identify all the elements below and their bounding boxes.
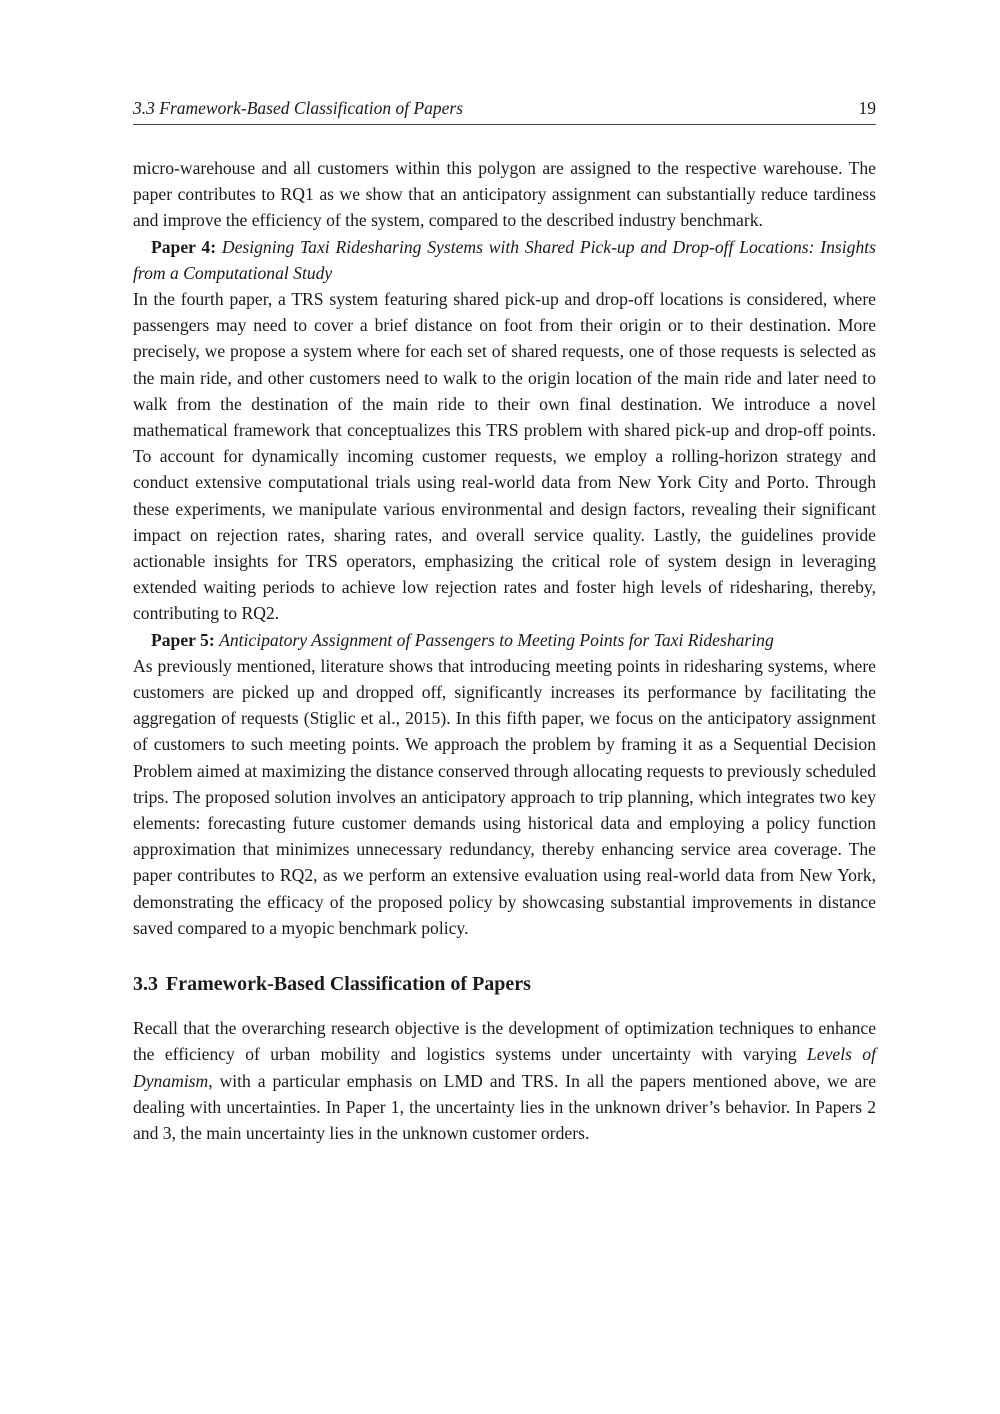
section-paragraph-part-2: , with a particular emphasis on LMD and TRS. In all the papers mentioned above, we are dealing with uncertainties. In Paper 1, the uncertainty lies in the unknown driver’s behavior. In Papers 2 and 3, the main uncertainty lies in the unknown customer orders. — [133, 1070, 876, 1143]
paper-5-summary: As previously mentioned, literature shows that introducing meeting points in ridesharing systems, where customers are picked up and dropped off, significantly increases its performance by facilitating the aggregation of requests (Stiglic et al., 2015). In this fifth paper, we focus on the anticipatory assignment of customers to such meeting points. We approach the problem by framing it as a Sequential Decision Problem aimed at maximizing the distance conserved through allocating requests to previously scheduled trips. The proposed solution involves an anticipatory approach to trip planning, which integrates two key elements: forecasting future customer demands using historical data and employing a policy function approximation that minimizes unnecessary redundancy, thereby enhancing service area coverage. The paper contributes to RQ2, as we perform an extensive evaluation using real-world data from New York, demonstrating the efficacy of the proposed policy by showcasing substantial improvements in distance saved compared to a myopic benchmark policy. — [133, 655, 876, 938]
paper-4-label: Paper 4: — [151, 236, 217, 257]
section-number: 3.3 — [133, 973, 158, 996]
continuation-paragraph: micro-warehouse and all customers within this polygon are assigned to the respective warehouse. The paper contributes to RQ1 as we show that an anticipatory assignment can substantially reduce tardiness and improve the efficiency of the system, compared to the described industry benchmark. — [133, 158, 876, 231]
paper-4-summary: In the fourth paper, a TRS system featuring shared pick-up and drop-off locations is considered, where passengers may need to cover a brief distance on foot from their origin or to their destination. More precisely, we propose a system where for each set of shared requests, one of those requests is selected as the main ride, and other customers need to walk to the origin location of the main ride and later need to walk from the destination of the main ride to their own final destination. We introduce a novel mathematical framework that conceptualizes this TRS problem with shared pick-up and drop-off points. To account for dynamically incoming customer requests, we employ a rolling-horizon strategy and conduct extensive computational trials using real-world data from New York City and Porto. Through these experiments, we manipulate various environmental and design factors, revealing their significant impact on rejection rates, sharing rates, and overall service quality. Lastly, the guidelines provide actionable insights for TRS operators, emphasizing the critical role of system design in leveraging extended waiting periods to achieve low rejection rates and foster high levels of ridesharing, thereby, contributing to RQ2. — [133, 289, 876, 624]
section-heading — [133, 971, 876, 997]
paper-5-heading — [133, 627, 876, 653]
page-number: 19 — [858, 98, 876, 118]
section-title: Framework-Based Classification of Papers — [166, 973, 531, 996]
running-header — [133, 96, 876, 125]
paper-5-title: Anticipatory Assignment of Passengers to Meeting Points for Taxi Ridesharing — [219, 629, 774, 650]
section-paragraph — [133, 1015, 876, 1146]
paper-4-title: Designing Taxi Ridesharing Systems with Shared Pick-up and Drop-off Locations: Insights from a Computational Study — [133, 236, 876, 283]
levels-of-dynamism-term: Levels of Dynamism — [133, 1044, 876, 1091]
section-paragraph-part-1: Recall that the overarching research objective is the development of optimization techniques to enhance the efficiency of urban mobility and logistics systems under uncertainty with varying — [133, 1018, 876, 1065]
body-text — [133, 155, 876, 1146]
paper-5-label: Paper 5: — [151, 629, 215, 650]
paper-4-heading — [133, 234, 876, 286]
running-header-title: 3.3 Framework-Based Classification of Papers — [133, 98, 464, 118]
